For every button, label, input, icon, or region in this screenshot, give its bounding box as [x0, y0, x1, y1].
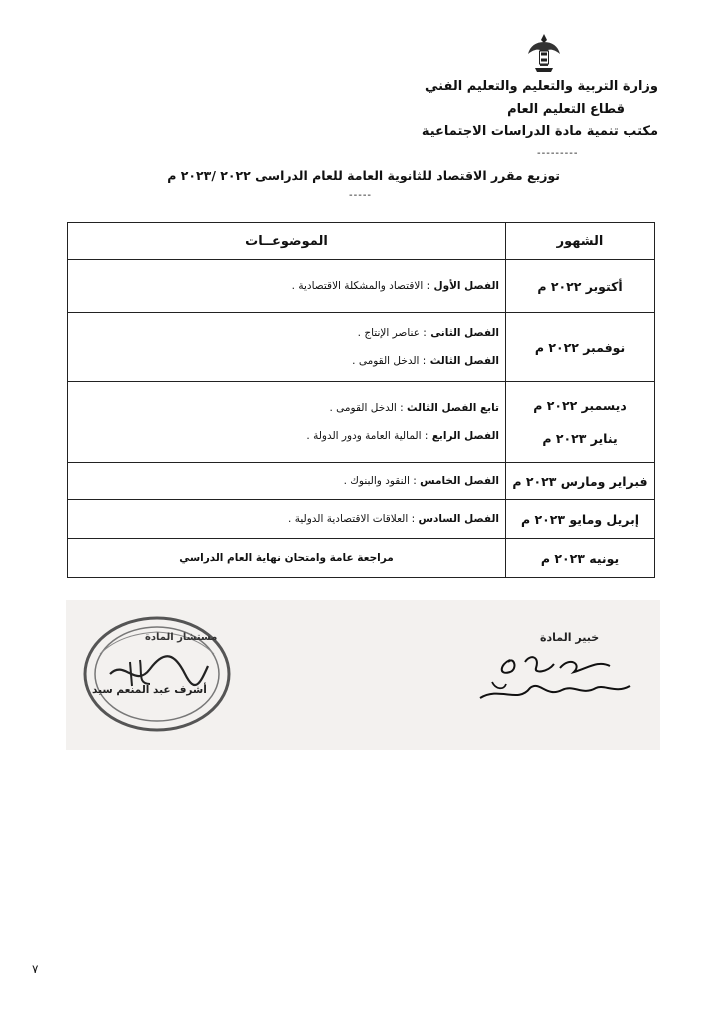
- month-label: إبريل ومايو ٢٠٢٣ م: [520, 511, 640, 527]
- months-column-header: الشهور: [506, 223, 655, 260]
- topic-line: [74, 475, 499, 487]
- chapter-topic: : الدخل القومى .: [329, 402, 408, 414]
- chapter-topic: : المالية العامة ودور الدولة .: [306, 430, 432, 442]
- curriculum-distribution-table: [67, 222, 655, 578]
- chapter-topic: : النقود والبنوك .: [343, 475, 421, 487]
- egypt-eagle-emblem-icon: [527, 32, 561, 76]
- topic-line: [74, 355, 499, 367]
- chapter-label: تابع الفصل الثالث: [407, 402, 499, 414]
- chapter-label: الفصل الثانى: [430, 327, 499, 339]
- month-label: نوفمبر ٢٠٢٢ م: [534, 339, 626, 355]
- chapter-topic: : الدخل القومى .: [352, 355, 430, 367]
- month-cell: [506, 463, 655, 500]
- table-row: [68, 313, 655, 382]
- topic-cell: [68, 463, 506, 500]
- table-row: [68, 500, 655, 539]
- document-title: توزيع مقرر الاقتصاد للثانوية العامة للعام الدراسى ٢٠٢٢ /٢٠٢٣ م: [167, 168, 560, 183]
- chapter-label: الفصل الأول: [433, 280, 499, 292]
- month-label: يونيه ٢٠٢٣ م: [540, 550, 620, 566]
- topic-cell: [68, 313, 506, 382]
- title-separator: -----: [349, 190, 373, 201]
- sector-name: قطاع التعليم العام: [507, 102, 625, 117]
- topic-cell: [68, 382, 506, 463]
- chapter-label: الفصل الخامس: [420, 475, 499, 487]
- chapter-label: الفصل الثالث: [429, 355, 499, 367]
- topic-line: [74, 430, 499, 442]
- chapter-topic: : الاقتصاد والمشكلة الاقتصادية .: [291, 280, 434, 292]
- chapter-topic: : العلاقات الاقتصادية الدولية .: [288, 513, 419, 525]
- topics-column-header: الموضوعــات: [68, 223, 506, 260]
- chapter-label: الفصل السادس: [418, 513, 499, 525]
- chapter-label: الفصل الرابع: [431, 430, 499, 442]
- expert-title: خبير المادة: [540, 631, 600, 644]
- table-row: [68, 260, 655, 313]
- table-row: [68, 382, 655, 463]
- month-label: فبراير ومارس ٢٠٢٣ م: [512, 473, 648, 489]
- expert-handwritten-signature-icon: [470, 642, 640, 712]
- topic-line: [74, 402, 499, 414]
- topic-cell: [68, 500, 506, 539]
- month-label: أكتوبر ٢٠٢٢ م: [537, 278, 623, 294]
- ministry-name: وزارة التربية والتعليم والتعليم الفني: [425, 79, 658, 94]
- topic-line: [74, 327, 499, 339]
- month-cell: [506, 539, 655, 578]
- advisor-title: مستشار المادة: [145, 632, 218, 643]
- header-separator: ---------: [537, 148, 579, 159]
- month-label: يناير ٢٠٢٣ م: [542, 431, 618, 446]
- topic-line: [74, 513, 499, 525]
- topic-cell: [68, 539, 506, 578]
- office-name: مكتب تنمية مادة الدراسات الاجتماعية: [421, 124, 658, 139]
- topic-cell: [68, 260, 506, 313]
- month-label: ديسمبر ٢٠٢٢ م: [533, 398, 627, 413]
- table-row: [68, 539, 655, 578]
- month-cell: [506, 313, 655, 382]
- month-cell: [506, 500, 655, 539]
- month-cell: [506, 382, 655, 463]
- month-cell: [506, 260, 655, 313]
- chapter-topic: : عناصر الإنتاج .: [357, 327, 431, 339]
- review-exam-topic: مراجعة عامة وامتحان نهاية العام الدراسي: [179, 552, 394, 564]
- advisor-name: أشرف عبد المنعم سيد: [92, 684, 207, 696]
- table-header-row: [68, 223, 655, 260]
- topic-line: [74, 280, 499, 292]
- page-number: ٧: [32, 962, 39, 976]
- table-row: [68, 463, 655, 500]
